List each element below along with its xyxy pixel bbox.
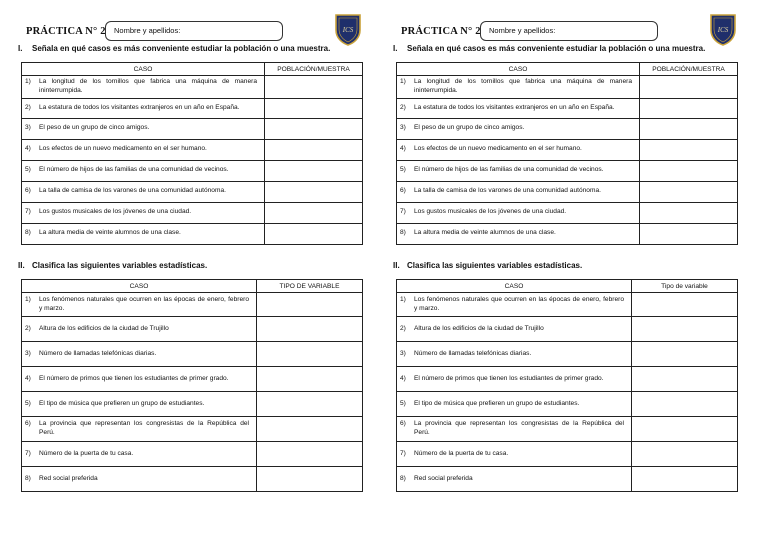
section-1-number: I. [393, 44, 398, 53]
case-text: Altura de los edificios de la ciudad de Trujillo [414, 324, 544, 332]
table-row [397, 417, 738, 442]
case-text: La talla de camisa de los varones de una comunidad autónoma. [39, 187, 226, 195]
case-number: 8) [400, 474, 406, 482]
table-row [22, 76, 363, 99]
case-number: 8) [400, 229, 406, 237]
case-number: 5) [25, 166, 31, 174]
variable-type-table [396, 279, 738, 492]
name-field-label: Nombre y apellidos: [114, 26, 181, 35]
name-field[interactable] [105, 21, 283, 41]
answer-cell[interactable] [257, 467, 363, 492]
case-number: 7) [25, 449, 31, 457]
table-row [397, 317, 738, 342]
case-cell [397, 367, 632, 392]
case-cell [22, 181, 265, 202]
case-text: El tipo de música que prefieren un grupo de estudiantes. [39, 399, 205, 407]
case-text: La longitud de los tornillos que fabrica una máquina de manera ininterrumpida. [414, 78, 632, 94]
case-number: 5) [400, 166, 406, 174]
case-cell [397, 98, 640, 118]
answer-cell[interactable] [640, 181, 738, 202]
answer-cell[interactable] [632, 392, 738, 417]
case-number: 6) [25, 187, 31, 195]
case-cell [22, 417, 257, 442]
table-row [397, 98, 738, 118]
answer-cell[interactable] [257, 392, 363, 417]
case-text: Altura de los edificios de la ciudad de Trujillo [39, 324, 169, 332]
case-cell [397, 342, 632, 367]
case-number: 7) [400, 449, 406, 457]
table-row [397, 139, 738, 160]
case-text: La estatura de todos los visitantes extranjeros en un año en España. [414, 103, 615, 111]
answer-cell[interactable] [632, 317, 738, 342]
answer-cell[interactable] [265, 139, 363, 160]
case-number: 6) [25, 420, 31, 428]
table-row [22, 442, 363, 467]
name-field-label: Nombre y apellidos: [489, 26, 556, 35]
case-number: 4) [25, 374, 31, 382]
case-number: 8) [25, 474, 31, 482]
case-number: 4) [25, 145, 31, 153]
case-number: 3) [25, 124, 31, 132]
case-cell [22, 392, 257, 417]
case-cell [397, 417, 632, 442]
case-text: Los efectos de un nuevo medicamento en el ser humano. [39, 145, 207, 153]
case-text: Red social preferida [414, 474, 473, 482]
name-field[interactable] [480, 21, 658, 41]
section-2-number: II. [393, 261, 400, 270]
case-cell [22, 367, 257, 392]
case-number: 1) [400, 295, 406, 303]
table-row [397, 293, 738, 317]
case-text: Número de llamadas telefónicas diarias. [414, 349, 532, 357]
case-text: Los gustos musicales de los jóvenes de una ciudad. [39, 208, 192, 216]
section-1-title: I. Señala en qué casos es más conveniente estudiar la población o una muestra. [393, 44, 706, 53]
table-row [397, 367, 738, 392]
answer-cell[interactable] [640, 202, 738, 223]
case-text: La provincia que representan los congresistas de la República del Perú. [39, 420, 249, 436]
table-row [22, 223, 363, 244]
case-number: 1) [25, 295, 31, 303]
seal-text: ICS [342, 26, 354, 34]
case-text: El peso de un grupo de cinco amigos. [39, 124, 150, 132]
school-seal-icon [709, 12, 737, 46]
table-row [22, 467, 363, 492]
case-text: El número de primos que tienen los estudiantes de primer grado. [39, 374, 229, 382]
table-row [22, 293, 363, 317]
answer-cell[interactable] [632, 367, 738, 392]
case-cell [397, 467, 632, 492]
case-cell [397, 392, 632, 417]
answer-cell[interactable] [257, 417, 363, 442]
table-row [397, 202, 738, 223]
answer-cell[interactable] [265, 181, 363, 202]
case-cell [397, 442, 632, 467]
case-number: 2) [400, 103, 406, 111]
case-number: 1) [400, 78, 406, 85]
answer-cell[interactable] [632, 442, 738, 467]
case-number: 1) [25, 78, 31, 85]
column-header-answer: TIPO DE VARIABLE [257, 280, 363, 293]
table-row [397, 467, 738, 492]
case-cell [397, 223, 640, 244]
case-cell [397, 76, 640, 99]
table-row [22, 417, 363, 442]
column-header-caso: CASO [397, 63, 640, 76]
table-row [397, 342, 738, 367]
table-row [397, 160, 738, 181]
table-row [397, 392, 738, 417]
column-header-caso: CASO [22, 63, 265, 76]
case-number: 5) [400, 399, 406, 407]
table-row [22, 160, 363, 181]
answer-cell[interactable] [257, 342, 363, 367]
section-1-number: I. [18, 44, 23, 53]
case-cell [397, 202, 640, 223]
worksheet-header [383, 8, 745, 44]
case-text: La provincia que representan los congresistas de la República del Perú. [414, 420, 624, 436]
case-number: 5) [25, 399, 31, 407]
case-cell [22, 442, 257, 467]
answer-cell[interactable] [632, 417, 738, 442]
table-row [397, 223, 738, 244]
case-cell [397, 181, 640, 202]
case-number: 6) [400, 420, 406, 428]
case-cell [22, 293, 257, 317]
case-text: Red social preferida [39, 474, 98, 482]
case-number: 4) [400, 145, 406, 153]
case-cell [397, 118, 640, 139]
answer-cell[interactable] [265, 223, 363, 244]
table-row [22, 317, 363, 342]
case-number: 6) [400, 187, 406, 195]
case-cell [22, 98, 265, 118]
case-number: 7) [400, 208, 406, 216]
answer-cell[interactable] [640, 98, 738, 118]
case-cell [397, 293, 632, 317]
case-text: La altura media de veinte alumnos de una clase. [414, 229, 556, 237]
case-cell [397, 317, 632, 342]
case-cell [397, 160, 640, 181]
case-text: La altura media de veinte alumnos de una clase. [39, 229, 181, 237]
case-cell [22, 317, 257, 342]
case-number: 8) [25, 229, 31, 237]
answer-cell[interactable] [257, 317, 363, 342]
case-number: 2) [25, 103, 31, 111]
case-number: 2) [25, 324, 31, 332]
answer-cell[interactable] [640, 160, 738, 181]
answer-cell[interactable] [265, 98, 363, 118]
case-text: Número de llamadas telefónicas diarias. [39, 349, 157, 357]
worksheet-header [8, 8, 370, 44]
case-number: 3) [400, 124, 406, 132]
answer-cell[interactable] [265, 76, 363, 99]
seal-text: ICS [717, 26, 729, 34]
worksheet-left [8, 0, 370, 543]
case-text: El número de hijos de las familias de una comunidad de vecinos. [414, 166, 604, 174]
table-row [22, 342, 363, 367]
case-text: El número de hijos de las familias de una comunidad de vecinos. [39, 166, 229, 174]
case-text: Número de la puerta de tu casa. [414, 449, 509, 457]
case-cell [22, 467, 257, 492]
table-row [22, 392, 363, 417]
case-number: 4) [400, 374, 406, 382]
case-text: La longitud de los tornillos que fabrica una máquina de manera ininterrumpida. [39, 78, 257, 94]
table-row [22, 367, 363, 392]
table-row [397, 181, 738, 202]
table-row [22, 202, 363, 223]
variable-type-table [21, 279, 363, 492]
case-cell [22, 202, 265, 223]
case-number: 3) [400, 349, 406, 357]
case-text: La talla de camisa de los varones de una comunidad autónoma. [414, 187, 601, 195]
answer-cell[interactable] [265, 118, 363, 139]
case-text: Los fenómenos naturales que ocurren en las épocas de enero, febrero y marzo. [39, 295, 249, 312]
case-cell [22, 160, 265, 181]
section-2-title: II. Clasifica las siguientes variables estadísticas. [18, 261, 208, 270]
section-2-number: II. [18, 261, 25, 270]
case-number: 7) [25, 208, 31, 216]
case-cell [22, 342, 257, 367]
answer-cell[interactable] [640, 118, 738, 139]
answer-cell[interactable] [257, 293, 363, 317]
case-cell [22, 223, 265, 244]
answer-cell[interactable] [257, 367, 363, 392]
table-row [22, 139, 363, 160]
case-text: El peso de un grupo de cinco amigos. [414, 124, 525, 132]
answer-cell[interactable] [632, 467, 738, 492]
table-row [22, 181, 363, 202]
case-number: 2) [400, 324, 406, 332]
case-text: La estatura de todos los visitantes extranjeros en un año en España. [39, 103, 240, 111]
answer-cell[interactable] [640, 223, 738, 244]
answer-cell[interactable] [640, 139, 738, 160]
column-header-answer: Tipo de variable [632, 280, 738, 293]
case-number: 3) [25, 349, 31, 357]
answer-cell[interactable] [632, 293, 738, 317]
section-2-title: II. Clasifica las siguientes variables estadísticas. [393, 261, 583, 270]
table-row [22, 98, 363, 118]
answer-cell[interactable] [640, 76, 738, 99]
section-1-title: I. Señala en qué casos es más conveniente estudiar la población o una muestra. [18, 44, 331, 53]
case-text: Los efectos de un nuevo medicamento en el ser humano. [414, 145, 582, 153]
population-sample-table [396, 62, 738, 245]
case-text: Número de la puerta de tu casa. [39, 449, 134, 457]
case-text: Los gustos musicales de los jóvenes de una ciudad. [414, 208, 567, 216]
case-cell [22, 76, 265, 99]
practica-title: PRÁCTICA N° 2 [401, 26, 481, 37]
case-text: Los fenómenos naturales que ocurren en las épocas de enero, febrero y marzo. [414, 295, 624, 312]
column-header-caso: CASO [22, 280, 257, 293]
table-row [397, 442, 738, 467]
column-header-caso: CASO [397, 280, 632, 293]
school-seal-icon [334, 12, 362, 46]
case-text: El número de primos que tienen los estudiantes de primer grado. [414, 374, 604, 382]
column-header-answer: POBLACIÓN/MUESTRA [265, 63, 363, 76]
table-row [397, 76, 738, 99]
answer-cell[interactable] [632, 342, 738, 367]
practica-title: PRÁCTICA N° 2 [26, 26, 106, 37]
answer-cell[interactable] [257, 442, 363, 467]
column-header-answer: POBLACIÓN/MUESTRA [640, 63, 738, 76]
answer-cell[interactable] [265, 160, 363, 181]
population-sample-table [21, 62, 363, 245]
case-cell [22, 118, 265, 139]
worksheet-right [383, 0, 745, 543]
table-row [22, 118, 363, 139]
answer-cell[interactable] [265, 202, 363, 223]
case-text: El tipo de música que prefieren un grupo de estudiantes. [414, 399, 580, 407]
case-cell [397, 139, 640, 160]
case-cell [22, 139, 265, 160]
table-row [397, 118, 738, 139]
